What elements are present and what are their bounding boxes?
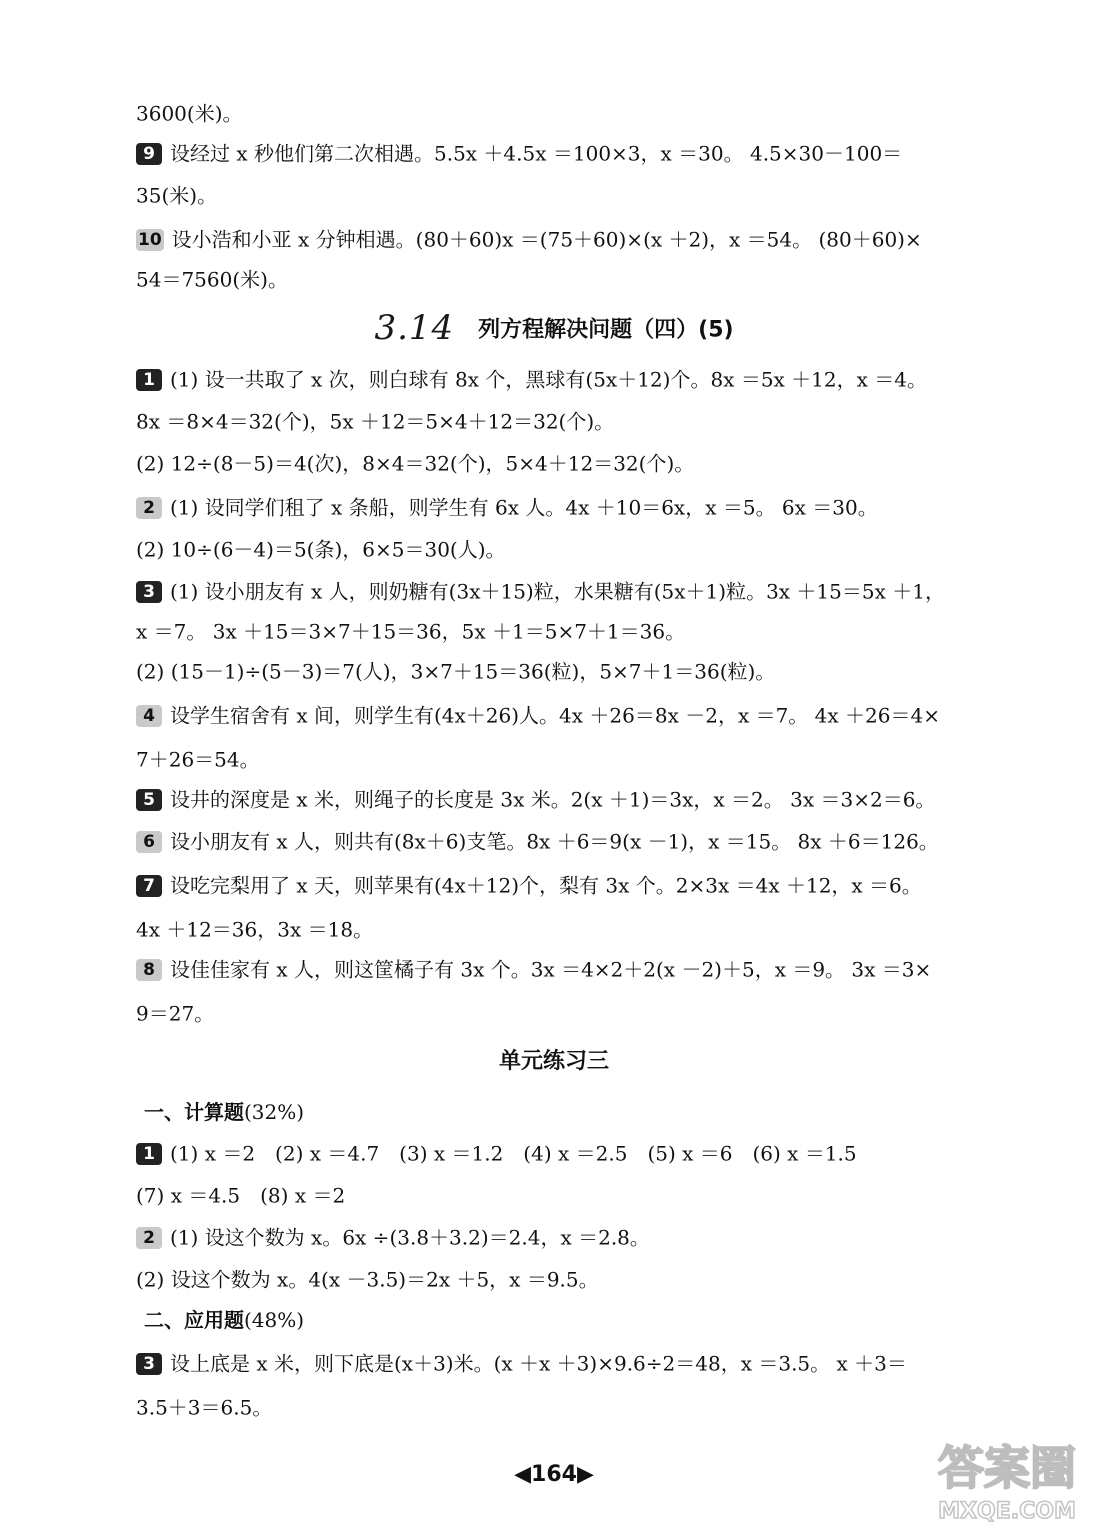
watermark-url: MXQE.COM: [938, 1499, 1076, 1524]
section-title: 列方程解决问题（四）(5): [478, 317, 734, 343]
answer-item-line: (2) 10÷(6－4)＝5(条)，6×5＝30(人)。: [136, 537, 506, 562]
answer-item-line: (2) 设这个数为 x。4(x －3.5)＝2x ＋5，x ＝9.5。: [136, 1267, 599, 1292]
watermark-logo: [912, 1422, 1102, 1532]
item-number-badge: 1: [136, 369, 162, 391]
answer-item-10: 10 设小浩和小亚 x 分钟相遇。(80＋60)x ＝(75＋60)×(x ＋2)，x ＝54。 (80＋60)×: [138, 227, 922, 252]
item-number-badge: 7: [136, 875, 162, 897]
item-number-badge: 2: [136, 497, 162, 519]
item-number-badge: 4: [136, 705, 162, 727]
answer-item-line: (2) (15－1)÷(5－3)＝7(人)，3×7＋15＝36(粒)，5×7＋1＝36(粒)。: [136, 659, 776, 684]
part-heading-application: 二、应用题(48%): [144, 1308, 305, 1332]
answer-item-9-continued: 35(米)。: [136, 183, 218, 208]
answer-item-7: 7 设吃完梨用了 x 天，则苹果有(4x＋12)个，梨有 3x 个。2×3x ＝4x ＋12，x ＝6。: [136, 870, 1048, 900]
item-number-badge: 2: [136, 1227, 162, 1249]
answer-item-10-continued: 54＝7560(米)。: [136, 267, 288, 292]
item-number-badge: 3: [136, 581, 162, 603]
answer-item-line: x ＝7。 3x ＋15＝3×7＋15＝36，5x ＋1＝5×7＋1＝36。: [136, 619, 686, 644]
answer-item-1: 1 (1) x ＝2 (2) x ＝4.7 (3) x ＝1.2 (4) x ＝2.5 (5) x ＝6 (6) x ＝1.5: [136, 1138, 1048, 1168]
section-number: 3.14: [374, 308, 455, 348]
answer-item-line: (7) x ＝4.5 (8) x ＝2: [136, 1183, 346, 1208]
answer-item-line: 3.5＋3＝6.5。: [136, 1395, 273, 1420]
continued-line: 3600(米)。: [136, 101, 243, 126]
answer-item-1: 1 (1) 设一共取了 x 次，则白球有 8x 个，黑球有(5x＋12)个。8x ＝5x ＋12，x ＝4。: [136, 364, 1048, 394]
answer-item-3: 3 设上底是 x 米，则下底是(x＋3)米。(x ＋x ＋3)×9.6÷2＝48，x ＝3.5。 x ＋3＝: [136, 1348, 1048, 1378]
answer-item-line: 9＝27。: [136, 1001, 215, 1026]
item-number-badge: 3: [136, 1353, 162, 1375]
answer-item-6: 6 设小朋友有 x 人，则共有(8x＋6)支笔。8x ＋6＝9(x －1)，x ＝15。 8x ＋6＝126。: [136, 826, 1048, 856]
answer-item-5: 5 设井的深度是 x 米，则绳子的长度是 3x 米。2(x ＋1)＝3x，x ＝2。 3x ＝3×2＝6。: [136, 784, 1048, 814]
answer-item-9: 9 设经过 x 秒他们第二次相遇。5.5x ＋4.5x ＝100×3，x ＝30。 4.5×30－100＝: [136, 138, 1048, 168]
item-number-badge: 6: [136, 831, 162, 853]
answer-item-8: 8 设佳佳家有 x 人，则这筐橘子有 3x 个。3x ＝4×2＋2(x －2)＋5，x ＝9。 3x ＝3×: [136, 954, 1048, 984]
answer-item-2: 2 (1) 设这个数为 x。6x ÷(3.8＋3.2)＝2.4，x ＝2.8。: [136, 1222, 1048, 1252]
answer-item-line: (2) 12÷(8－5)＝4(次)，8×4＝32(个)，5×4＋12＝32(个)。: [136, 451, 695, 476]
section-heading: [0, 308, 1108, 348]
item-number-badge: 1: [136, 1143, 162, 1165]
page-number: ◀164▶: [514, 1462, 594, 1487]
answer-item-2: 2 (1) 设同学们租了 x 条船，则学生有 6x 人。4x ＋10＝6x，x ＝5。 6x ＝30。: [136, 492, 1048, 522]
item-number-badge: 10: [138, 229, 162, 250]
answer-item-line: 4x ＋12＝36，3x ＝18。: [136, 917, 374, 942]
unit-practice-title: 单元练习三: [498, 1049, 609, 1074]
item-number-badge: 8: [136, 959, 162, 981]
item-number-badge: 5: [136, 789, 162, 811]
watermark-text: 答案圈: [938, 1441, 1076, 1495]
item-number-badge: 9: [136, 143, 162, 165]
part-heading-calculation: 一、计算题(32%): [144, 1100, 305, 1124]
answer-item-line: 8x ＝8×4＝32(个)，5x ＋12＝5×4＋12＝32(个)。: [136, 409, 615, 434]
answer-item-3: 3 (1) 设小朋友有 x 人，则奶糖有(3x＋15)粒，水果糖有(5x＋1)粒。3x ＋15＝5x ＋1，: [136, 576, 1048, 606]
answer-item-4: 4 设学生宿舍有 x 间，则学生有(4x＋26)人。4x ＋26＝8x －2，x ＝7。 4x ＋26＝4×: [136, 700, 1048, 730]
answer-item-line: 7＋26＝54。: [136, 747, 260, 772]
